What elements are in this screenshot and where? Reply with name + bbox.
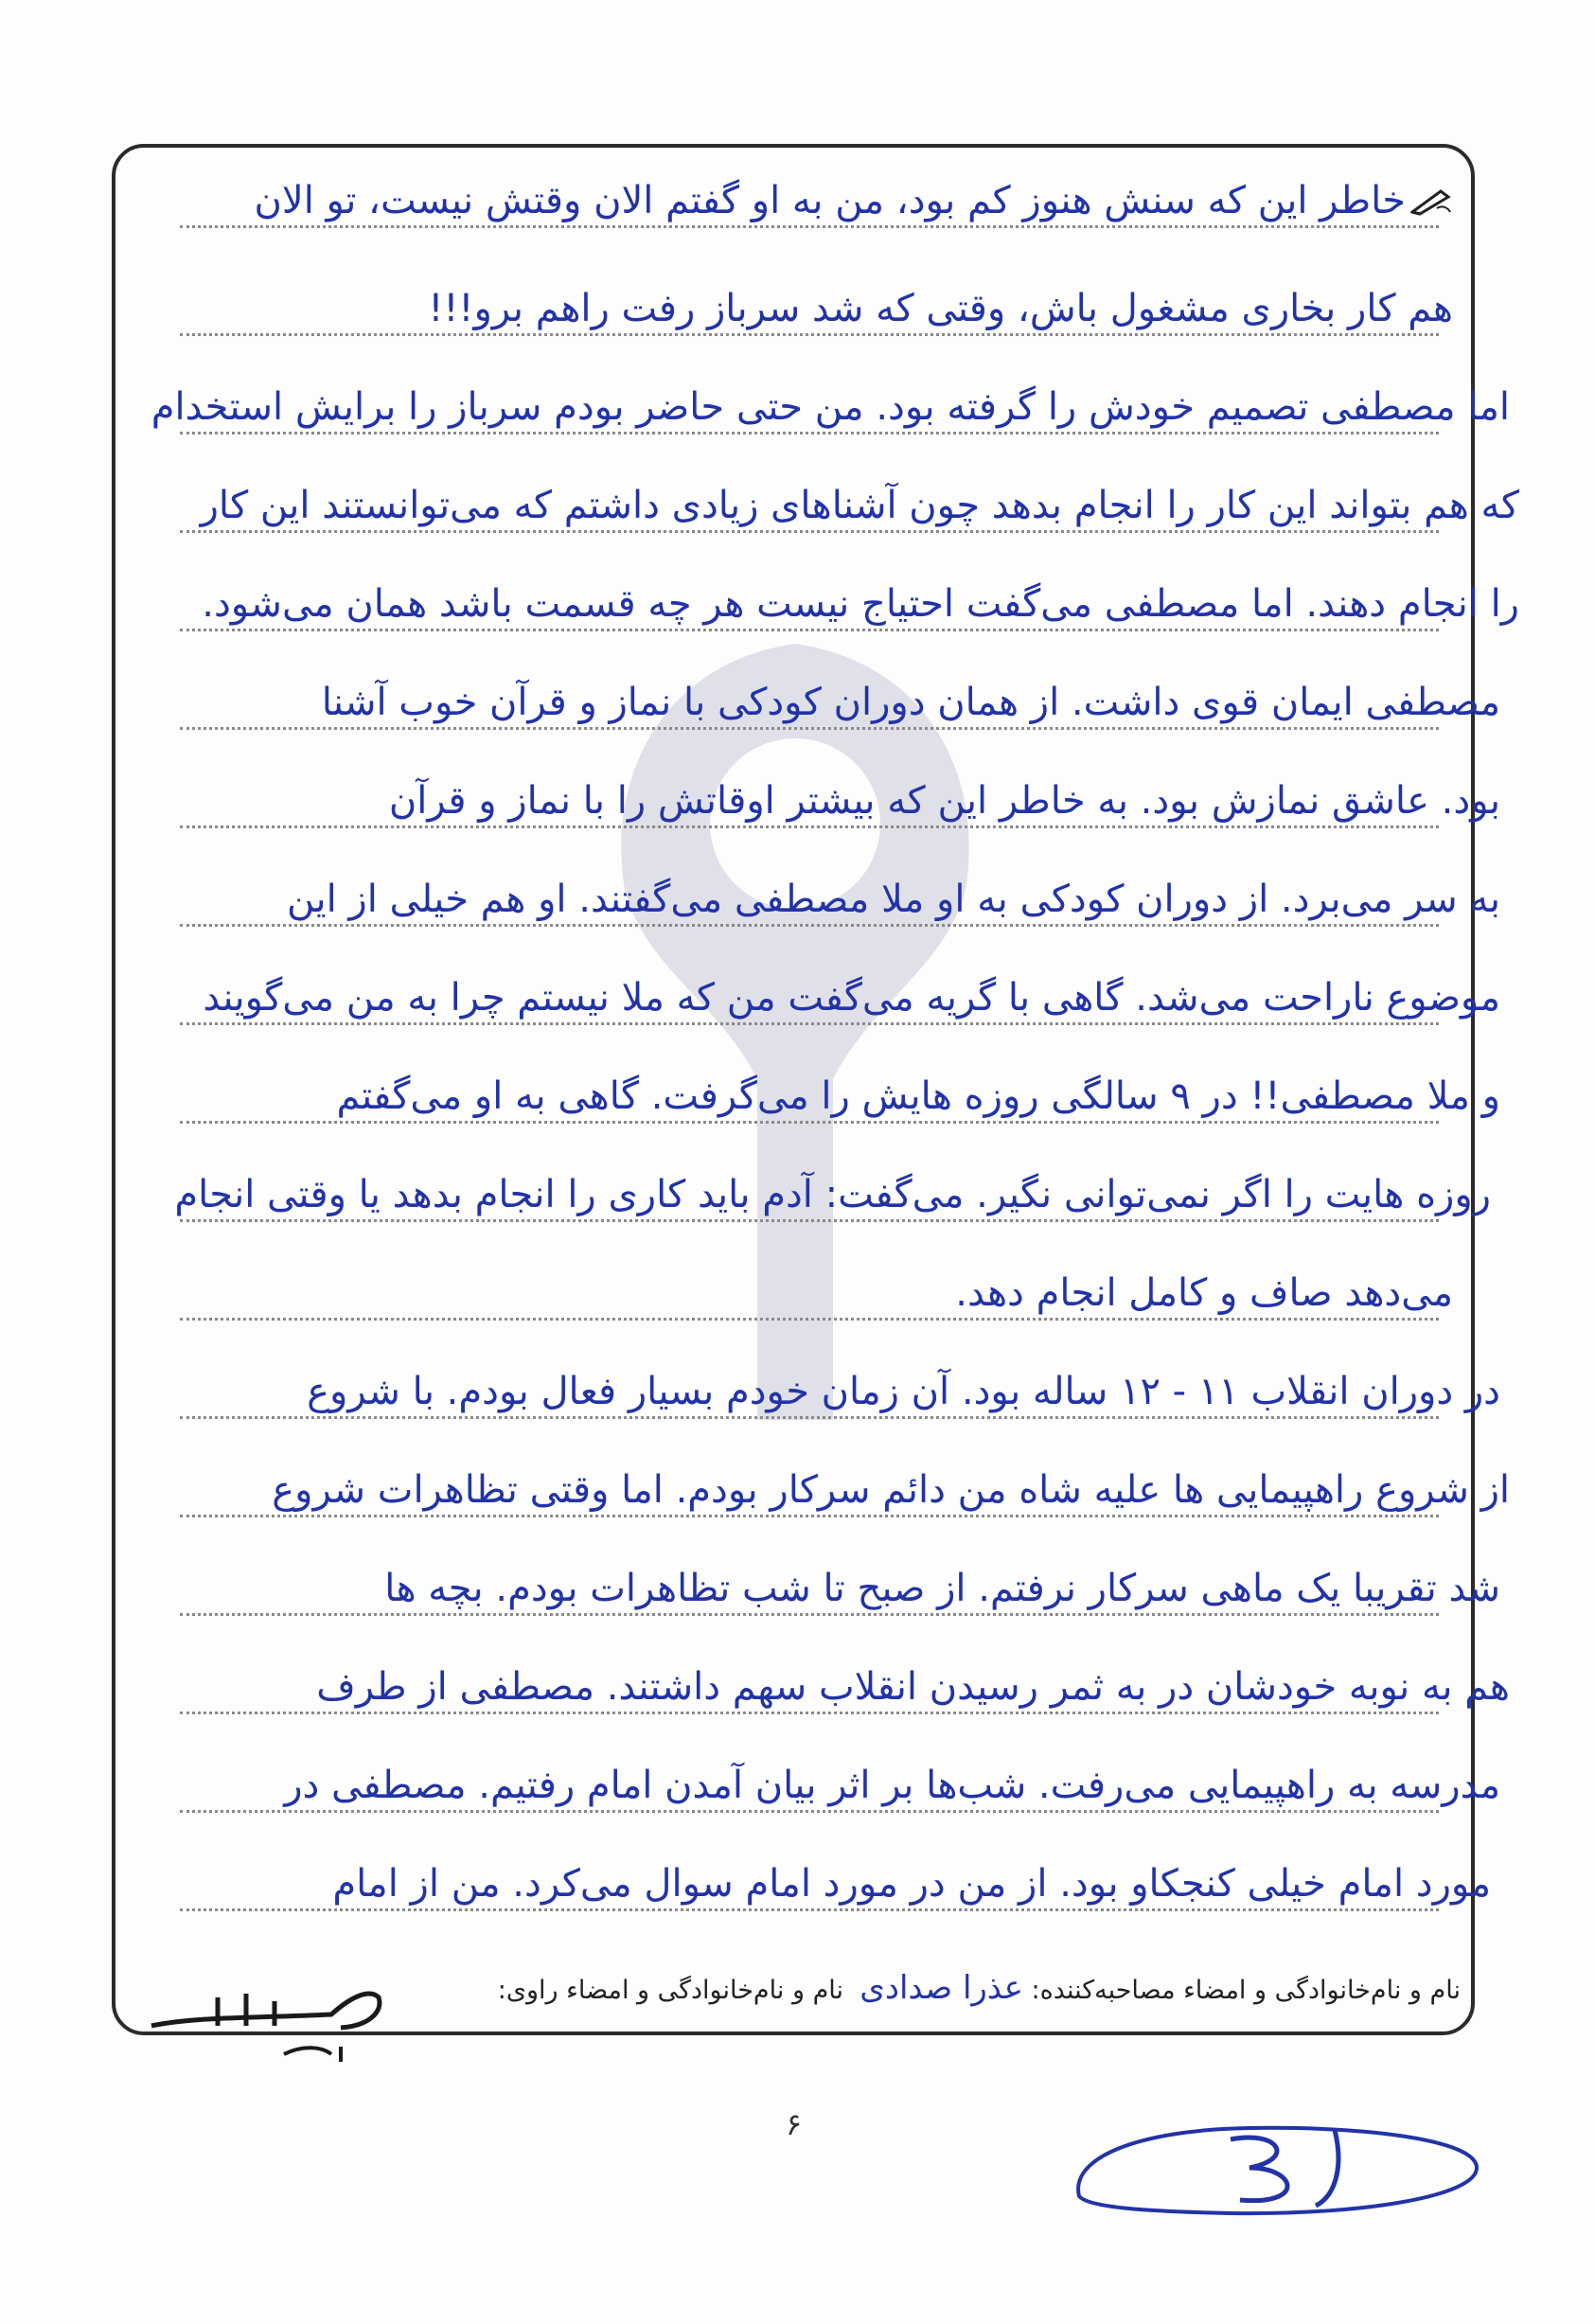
body-line: می‌دهد صاف و کامل انجام دهد.	[955, 1271, 1453, 1315]
body-line: هم کار بخاری مشغول باش، وقتی که شد سرباز رفت راهم برو!!!	[428, 287, 1453, 330]
body-line: بود. عاشق نمازش بود. به خاطر این که بیشتر اوقاتش را با نماز و قرآن	[388, 779, 1500, 823]
body-line: خاطر این که سنش هنوز کم بود، من به او گفتم الان وقتش نیست، تو الان	[254, 179, 1406, 222]
body-line: موضوع ناراحت می‌شد. گاهی با گریه می‌گفت من که ملا نیستم چرا به من می‌گویند	[203, 976, 1500, 1020]
page-number: ۶	[786, 2106, 803, 2142]
body-line: اما مصطفی تصمیم خودش را گرفته بود. من حتی حاضر بودم سرباز را برایش استخدام	[151, 385, 1510, 429]
body-line: در دوران انقلاب ۱۱ - ۱۲ ساله بود. آن زمان خودم بسیار فعال بودم. با شروع	[307, 1370, 1500, 1413]
body-line: مصطفی ایمان قوی داشت. از همان دوران کودکی با نماز و قرآن خوب آشنا	[321, 681, 1500, 724]
body-line: و ملا مصطفی!! در ۹ سالگی روزه هایش را می‌گرفت. گاهی به او می‌گفتم	[336, 1074, 1500, 1118]
body-line: روزه هایت را اگر نمی‌توانی نگیر. می‌گفت: آدم باید کاری را انجام بدهد یا وقتی انجام	[174, 1173, 1491, 1216]
interviewer-signature	[1060, 2102, 1505, 2225]
body-line: هم به نوبه خودشان در به ثمر رسیدن انقلاب سهم داشتند. مصطفی از طرف	[316, 1665, 1510, 1709]
interviewer-name: عذرا صدادی	[860, 1969, 1023, 2007]
interviewee-label: نام و نام‌خانوادگی و امضاء راوی:	[497, 1976, 844, 2005]
body-line: را انجام دهند. اما مصطفی می‌گفت احتیاج نیست هر چه قسمت باشد همان می‌شود.	[202, 582, 1519, 626]
body-line: شد تقریبا یک ماهی سرکار نرفتم. از صبح تا شب تظاهرات بودم. بچه ها	[384, 1567, 1500, 1610]
body-line: به سر می‌برد. از دوران کودکی به او ملا مصطفی می‌گفتند. او هم خیلی از این	[287, 878, 1500, 921]
signature-footer	[498, 1969, 1461, 2007]
interviewer-label: نام و نام‌خانوادگی و امضاء مصاحبه‌کننده:	[1031, 1976, 1461, 2005]
body-line: از شروع راهپیمایی ها علیه شاه من دائم سرکار بودم. اما وقتی تظاهرات شروع	[272, 1468, 1510, 1512]
body-line: مورد امام خیلی کنجکاو بود. از من در مورد امام سوال می‌کرد. من از امام	[332, 1862, 1491, 1906]
body-line: مدرسه به راهپیمایی می‌رفت. شب‌ها بر اثر بیان آمدن امام رفتیم. مصطفی در	[284, 1764, 1500, 1807]
body-line: که هم بتواند این کار را انجام بدهد چون آشناهای زیادی داشتم که می‌توانستند این کار	[200, 484, 1519, 527]
narrator-signature	[142, 1960, 398, 2064]
